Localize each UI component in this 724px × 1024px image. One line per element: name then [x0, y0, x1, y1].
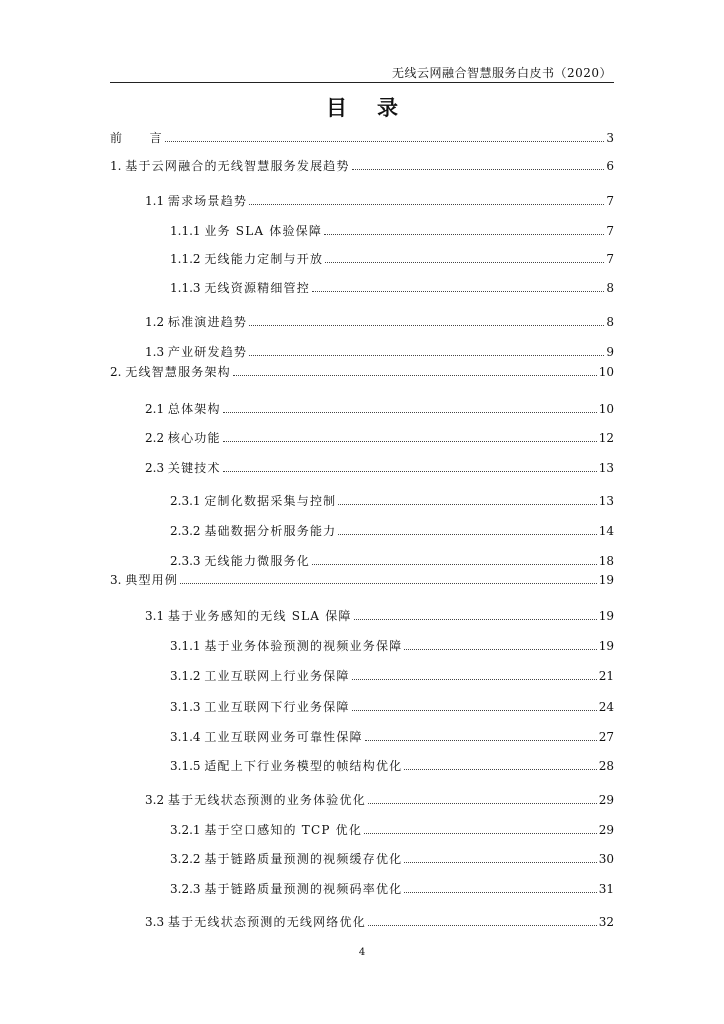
toc-dot-leader [249, 355, 604, 356]
toc-entry[interactable] [170, 278, 614, 296]
toc-entry-page: 31 [598, 882, 614, 896]
toc-entry-number: 3.3 [145, 915, 168, 929]
toc-entry[interactable] [145, 458, 614, 476]
toc-entry-page: 7 [606, 224, 614, 238]
toc-entry-title: 无线能力定制与开放 [204, 252, 324, 266]
toc-entry-title: 基于链路质量预测的视频缓存优化 [204, 852, 403, 866]
header-title: 无线云网融合智慧服务白皮书（2020） [391, 66, 612, 80]
toc-entry-number: 1.1.1 [170, 224, 205, 238]
toc-entry-page: 13 [598, 494, 614, 508]
toc-dot-leader [404, 769, 596, 770]
toc-entry[interactable] [170, 666, 614, 684]
toc-dot-leader [223, 412, 597, 413]
toc-entry-title: 基于链路质量预测的视频码率优化 [204, 882, 403, 896]
toc-entry[interactable] [145, 428, 614, 446]
toc-dot-leader [338, 504, 596, 505]
toc-entry[interactable] [170, 849, 614, 867]
toc-entry[interactable] [110, 156, 614, 174]
toc-entry-title: 关键技术 [167, 461, 221, 475]
toc-entry-page: 12 [598, 431, 614, 445]
toc-entry-number: 3. [110, 573, 126, 587]
toc-entry-number: 2.3.2 [170, 524, 205, 538]
toc-entry-title: 基础数据分析服务能力 [204, 524, 337, 538]
toc-entry-title: 前 言 [110, 131, 163, 145]
toc-entry-title: 工业互联网下行业务保障 [204, 700, 350, 714]
toc-entry-number: 2.2 [145, 431, 168, 445]
toc-entry-number: 3.1.2 [170, 669, 205, 683]
toc-entry-page: 29 [598, 823, 614, 837]
toc-dot-leader [223, 471, 597, 472]
toc-entry-page: 10 [598, 365, 614, 379]
toc-entry-number: 3.1.5 [170, 759, 205, 773]
toc-entry-number: 3.1.1 [170, 639, 205, 653]
toc-dot-leader [364, 833, 597, 834]
toc-dot-leader [404, 649, 596, 650]
toc-entry-title: 需求场景趋势 [167, 194, 248, 208]
toc-dot-leader [312, 564, 597, 565]
toc-entry-number: 3.2 [145, 793, 168, 807]
toc-entry-page: 28 [598, 759, 614, 773]
toc-entry-title: 定制化数据采集与控制 [204, 494, 337, 508]
toc-entry-title: 典型用例 [125, 573, 179, 587]
toc-entry-number: 2.3.1 [170, 494, 205, 508]
toc-entry-number: 3.2.2 [170, 852, 205, 866]
toc-entry-page: 7 [606, 194, 614, 208]
toc-entry-number: 3.1 [145, 609, 168, 623]
toc-entry-number: 1. [110, 159, 126, 173]
toc-entry[interactable] [145, 312, 614, 330]
toc-entry-title: 无线智慧服务架构 [125, 365, 231, 379]
toc-entry-title: 工业互联网业务可靠性保障 [204, 730, 363, 744]
toc-entry-page: 21 [598, 669, 614, 683]
toc-entry[interactable] [170, 221, 614, 239]
toc-entry-number: 3.2.1 [170, 823, 205, 837]
toc-entry-number: 1.1 [145, 194, 168, 208]
toc-entry-title: 基于无线状态预测的业务体验优化 [167, 793, 366, 807]
toc-entry-title: 无线资源精细管控 [204, 281, 310, 295]
toc-entry-title: 总体架构 [167, 402, 221, 416]
toc-entry-number: 2.3.3 [170, 554, 205, 568]
toc-entry[interactable] [145, 912, 614, 930]
toc-entry[interactable] [170, 879, 614, 897]
toc-entry-page: 18 [598, 554, 614, 568]
toc-dot-leader [325, 262, 604, 263]
toc-entry-page: 3 [606, 131, 614, 145]
toc-entry-number: 1.1.3 [170, 281, 205, 295]
toc-entry-number: 2. [110, 365, 126, 379]
toc-entry-page: 19 [598, 573, 614, 587]
toc-entry-page: 19 [598, 639, 614, 653]
toc-entry-number: 3.2.3 [170, 882, 205, 896]
toc-dot-leader [249, 204, 604, 205]
toc-entry[interactable] [110, 128, 614, 146]
toc-entry-title: 基于业务感知的无线 SLA 保障 [167, 609, 352, 623]
toc-entry-number: 1.3 [145, 345, 168, 359]
toc-entry-page: 29 [598, 793, 614, 807]
toc-dot-leader [312, 291, 604, 292]
toc-entry-page: 8 [606, 281, 614, 295]
toc-entry-page: 19 [598, 609, 614, 623]
toc-dot-leader [354, 619, 597, 620]
toc-dot-leader [352, 169, 605, 170]
toc-entry-page: 10 [598, 402, 614, 416]
toc-dot-leader [324, 234, 604, 235]
toc-entry-title: 基于云网融合的无线智慧服务发展趋势 [125, 159, 350, 173]
toc-entry-page: 24 [598, 700, 614, 714]
toc-entry-title: 基于业务体验预测的视频业务保障 [204, 639, 403, 653]
toc-entry-number: 1.1.2 [170, 252, 205, 266]
toc-entry-title: 业务 SLA 体验保障 [204, 224, 323, 238]
toc-dot-leader [365, 740, 597, 741]
toc-entry-page: 14 [598, 524, 614, 538]
toc-entry[interactable] [170, 697, 614, 715]
toc-entry[interactable] [170, 727, 614, 745]
toc-entry[interactable] [145, 606, 614, 624]
footer-page-number: 4 [358, 947, 366, 958]
toc-entry-page: 27 [598, 730, 614, 744]
toc-entry[interactable] [170, 521, 614, 539]
toc-entry-page: 6 [606, 159, 614, 173]
toc-entry-number: 1.2 [145, 315, 168, 329]
toc-entry-page: 13 [598, 461, 614, 475]
toc-dot-leader [352, 710, 597, 711]
toc-dot-leader [249, 325, 604, 326]
toc-entry-title: 无线能力微服务化 [204, 554, 310, 568]
toc-entry-page: 32 [598, 915, 614, 929]
toc-entry-number: 2.1 [145, 402, 168, 416]
toc-heading: 目录 [326, 95, 428, 120]
toc-entry-number: 2.3 [145, 461, 168, 475]
toc-dot-leader [223, 441, 597, 442]
toc-entry-title: 标准演进趋势 [167, 315, 248, 329]
toc-entry-title: 产业研发趋势 [167, 345, 248, 359]
toc-dot-leader [368, 925, 597, 926]
toc-dot-leader [404, 892, 596, 893]
toc-entry-page: 8 [606, 315, 614, 329]
toc-dot-leader [368, 803, 597, 804]
toc-dot-leader [233, 375, 597, 376]
toc-entry-title: 基于空口感知的 TCP 优化 [204, 823, 363, 837]
toc-dot-leader [180, 583, 597, 584]
toc-dot-leader [352, 679, 597, 680]
toc-entry[interactable] [170, 249, 614, 267]
toc-entry-number: 3.1.3 [170, 700, 205, 714]
toc-entry-page: 30 [598, 852, 614, 866]
toc-dot-leader [404, 862, 596, 863]
toc-entry[interactable] [145, 790, 614, 808]
toc-dot-leader [338, 534, 596, 535]
toc-entry-number: 3.1.4 [170, 730, 205, 744]
toc-dot-leader [165, 141, 605, 142]
toc-entry[interactable] [170, 820, 614, 838]
toc-entry[interactable] [170, 636, 614, 654]
toc-entry-title: 核心功能 [167, 431, 221, 445]
toc-entry[interactable] [170, 491, 614, 509]
toc-entry[interactable] [145, 342, 614, 360]
toc-entry-title: 适配上下行业务模型的帧结构优化 [204, 759, 403, 773]
toc-entry[interactable] [110, 362, 614, 380]
toc-entry[interactable] [145, 191, 614, 209]
toc-entry[interactable] [110, 570, 614, 588]
toc-entry[interactable] [170, 756, 614, 774]
toc-entry[interactable] [170, 551, 614, 569]
toc-entry-title: 工业互联网上行业务保障 [204, 669, 350, 683]
toc-entry[interactable] [145, 399, 614, 417]
toc-entry-page: 9 [606, 345, 614, 359]
toc-entry-page: 7 [606, 252, 614, 266]
toc-entry-title: 基于无线状态预测的无线网络优化 [167, 915, 366, 929]
